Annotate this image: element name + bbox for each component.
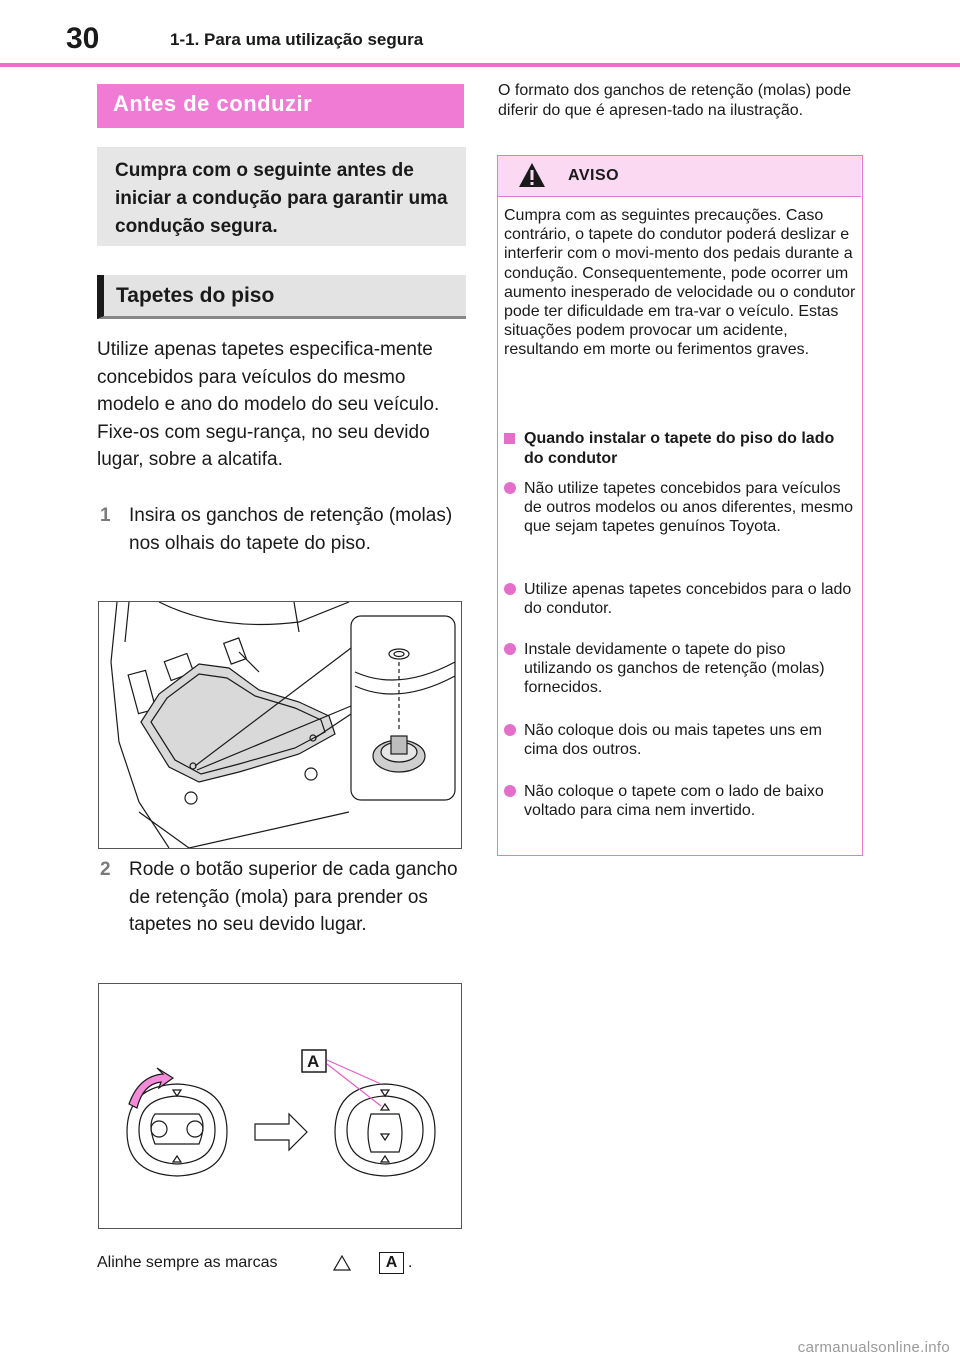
square-bullet-icon xyxy=(504,433,515,444)
warning-item-text: Não coloque o tapete com o lado de baixo voltado para cima nem invertido. xyxy=(524,783,824,820)
warning-item-text: Utilize apenas tapetes concebidos para o lado do condutor. xyxy=(524,581,852,618)
round-bullet-icon xyxy=(504,785,516,797)
warning-subheading-text: Quando instalar o tapete do piso do lado do condutor xyxy=(524,430,835,467)
mark-a-box: A xyxy=(379,1252,404,1274)
subheading-text: Tapetes do piso xyxy=(116,284,275,307)
warning-item-text: Não coloque dois ou mais tapetes uns em cima dos outros. xyxy=(524,722,822,759)
warning-label: AVISO xyxy=(568,167,620,184)
page-number: 30 xyxy=(66,22,100,55)
step-2 xyxy=(97,856,467,968)
warning-triangle-icon xyxy=(518,162,546,188)
section-title: 1-1. Para uma utilização segura xyxy=(170,30,424,49)
step-text: Insira os ganchos de retenção (molas) nos olhais do tapete do piso. xyxy=(129,505,453,554)
round-bullet-icon xyxy=(504,724,516,736)
intro-text: Cumpra com o seguinte antes de iniciar a condução para garantir uma condução segura. xyxy=(115,160,448,237)
header-divider xyxy=(0,63,960,67)
subheading-floor-mats xyxy=(97,275,466,319)
intro-box xyxy=(97,147,466,246)
warning-lead-text: Cumpra com as seguintes precauções. Caso contrário, o tapete do condutor poderá deslizar e interferir com o movi-mento dos pedais durante a condução. Consequentemente, pode ocorrer um aumento inesperado de velocidade ou o condutor pode ter dificuldade em tra-var o veículo. Estas situações podem provocar um acidente, resultando em morte ou ferimentos graves. xyxy=(504,207,856,359)
round-bullet-icon xyxy=(504,583,516,595)
warning-header xyxy=(498,156,861,197)
hook-rotation-illustration xyxy=(98,983,462,1229)
warning-item-text: Instale devidamente o tapete do piso utilizando os ganchos de retenção (molas) fornecidos. xyxy=(524,641,825,697)
floor-mat-illustration xyxy=(98,601,462,849)
section-band xyxy=(97,84,464,128)
watermark: carmanualsonline.info xyxy=(797,1339,950,1356)
round-bullet-icon xyxy=(504,643,516,655)
step-number: 2 xyxy=(100,859,111,880)
warning-box xyxy=(497,155,863,856)
step-text: Rode o botão superior de cada gancho de retenção (mola) para prender os tapetes no seu devido lugar. xyxy=(129,859,458,935)
figure-label-a: A xyxy=(307,1052,320,1071)
caption-text: Alinhe sempre as marcas xyxy=(97,1254,278,1271)
warning-item-text: Não utilize tapetes concebidos para veículos de outros modelos ou anos diferentes, mesmo que sejam tapetes genuínos Toyota. xyxy=(524,480,854,536)
round-bullet-icon xyxy=(504,482,516,494)
body-paragraph: Utilize apenas tapetes especifica-mente concebidos para veículos do mesmo modelo e ano do modelo do seu veículo. Fixe-os com segu-rança, no seu devido lugar, sobre a alcatifa. xyxy=(97,339,440,470)
step-1 xyxy=(97,502,467,586)
right-intro-text: O formato dos ganchos de retenção (molas) pode diferir do que é apresen-tado na ilustração. xyxy=(498,82,852,119)
caption-period: . xyxy=(408,1254,413,1271)
triangle-mark-icon xyxy=(333,1255,351,1271)
step-number: 1 xyxy=(100,505,111,526)
section-band-title: Antes de conduzir xyxy=(113,91,313,116)
